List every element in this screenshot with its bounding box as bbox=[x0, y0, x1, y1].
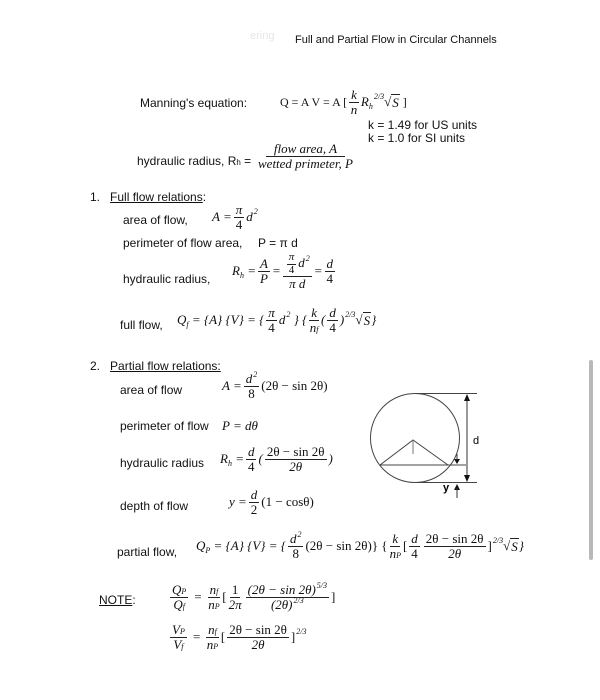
mid: = {A} {V} = { bbox=[191, 312, 265, 328]
exp: 2/3 bbox=[293, 595, 304, 605]
hydraulic-radius-fraction bbox=[256, 142, 355, 170]
circular-channel-diagram bbox=[360, 380, 500, 500]
k-us-note: k = 1.49 for US units bbox=[368, 118, 478, 132]
sub: P bbox=[179, 627, 185, 636]
lb: [ bbox=[222, 589, 227, 605]
lhs: A = bbox=[222, 378, 242, 394]
angle-lines bbox=[380, 440, 448, 465]
sub: f bbox=[181, 641, 184, 651]
lp: ( bbox=[258, 451, 263, 467]
close: } bbox=[518, 538, 524, 554]
area-part: (2θ − sin 2θ)} { bbox=[305, 538, 388, 554]
pi-d: π d bbox=[289, 276, 306, 292]
den: 2θ bbox=[251, 636, 265, 652]
full-perimeter-equation: P = π d bbox=[258, 236, 298, 250]
eq: = bbox=[271, 263, 281, 279]
pi: π bbox=[268, 305, 275, 320]
arrow-down-icon bbox=[464, 475, 470, 482]
r-sub: h bbox=[227, 458, 232, 468]
colon: : bbox=[132, 593, 136, 607]
exp: 2 bbox=[297, 530, 302, 539]
eq: = bbox=[235, 451, 244, 467]
sub: P bbox=[181, 587, 187, 596]
full-hr-equation bbox=[232, 252, 337, 291]
eq: = bbox=[247, 263, 256, 279]
eq: = bbox=[313, 263, 323, 279]
d: d bbox=[278, 312, 286, 328]
partial-flow-equation bbox=[196, 532, 524, 560]
v: V bbox=[172, 622, 180, 637]
q: Q bbox=[196, 538, 206, 554]
note-text: NOTE bbox=[99, 593, 133, 607]
theta-den: 2θ bbox=[448, 545, 462, 561]
eight: 8 bbox=[292, 545, 299, 561]
q-sub: P bbox=[205, 545, 211, 555]
r-sub: h bbox=[368, 101, 373, 111]
lhs: y = bbox=[229, 494, 247, 510]
hr-sub: h bbox=[236, 158, 241, 167]
full-perimeter-label: perimeter of flow area, bbox=[123, 236, 243, 250]
k: k bbox=[311, 305, 317, 320]
num: (2θ − sin 2θ) bbox=[247, 582, 316, 597]
hr-text: hydraulic radius, R bbox=[137, 154, 237, 168]
faded-header-text: ering bbox=[250, 30, 275, 42]
r-sym: R bbox=[360, 94, 369, 110]
pi: π bbox=[288, 251, 295, 263]
eq: = bbox=[193, 589, 203, 605]
partial-area-label: area of flow bbox=[120, 383, 183, 397]
slope: S bbox=[392, 94, 399, 110]
sqrt-icon: √ bbox=[384, 94, 392, 110]
one: 1 bbox=[231, 582, 239, 597]
exp: 2/3 bbox=[296, 626, 307, 636]
n: n bbox=[208, 596, 215, 612]
k: k bbox=[392, 531, 399, 546]
mid: = {A} {V} = { bbox=[213, 538, 286, 554]
d: d bbox=[289, 531, 297, 546]
four: 4 bbox=[268, 319, 275, 335]
four: 4 bbox=[329, 319, 336, 335]
lb: [ bbox=[402, 538, 408, 554]
sub: P bbox=[213, 641, 219, 651]
q: Q bbox=[172, 582, 182, 597]
partial-flow-heading bbox=[90, 359, 221, 373]
d: d bbox=[250, 487, 258, 502]
rhs: (2θ − sin 2θ) bbox=[261, 378, 328, 394]
full-flow-equation bbox=[177, 306, 376, 334]
close: } { bbox=[293, 312, 308, 328]
d: d bbox=[329, 305, 336, 320]
n-sub: f bbox=[316, 324, 319, 334]
partial-hr-equation bbox=[220, 445, 333, 473]
d: d bbox=[411, 531, 418, 546]
partial-hr-label: hydraulic radius bbox=[120, 456, 205, 470]
four: 4 bbox=[247, 458, 255, 474]
d: d bbox=[326, 256, 334, 272]
n: n bbox=[389, 545, 397, 561]
eight: 8 bbox=[248, 385, 255, 401]
four: 4 bbox=[411, 545, 418, 561]
n: n bbox=[208, 622, 215, 637]
r: R bbox=[220, 451, 228, 467]
four: 4 bbox=[288, 263, 295, 276]
rb: ] bbox=[331, 589, 336, 605]
a: A bbox=[259, 256, 268, 272]
sub: f bbox=[214, 627, 217, 636]
d: d bbox=[245, 371, 253, 386]
bracket: ] bbox=[402, 94, 407, 109]
d: d bbox=[246, 209, 253, 225]
full-flow-label: full flow, bbox=[120, 318, 163, 332]
exp: 2 bbox=[286, 309, 291, 319]
two: 2 bbox=[250, 501, 258, 517]
full-area-label: area of flow, bbox=[123, 213, 188, 227]
sub: P bbox=[214, 601, 220, 611]
theta-num: 2θ − sin 2θ bbox=[266, 444, 325, 459]
exp: 2/3 bbox=[345, 309, 356, 319]
heading-number: 1. bbox=[90, 190, 101, 204]
s: S bbox=[511, 538, 518, 554]
k-num: k bbox=[351, 87, 357, 102]
sqrt-icon: √ bbox=[503, 538, 511, 554]
note-flow-ratio bbox=[168, 583, 335, 611]
sub: f bbox=[216, 587, 219, 596]
hydraulic-radius-label bbox=[137, 154, 251, 168]
colon: : bbox=[202, 190, 207, 204]
four: 4 bbox=[235, 216, 243, 232]
r-sub: h bbox=[239, 270, 244, 280]
num: 2θ − sin 2θ bbox=[229, 622, 287, 637]
r: R bbox=[232, 263, 240, 279]
k-si-note: k = 1.0 for SI units bbox=[368, 131, 466, 145]
theta-num: 2θ − sin 2θ bbox=[425, 531, 484, 546]
heading-number: 2. bbox=[90, 359, 101, 373]
exp: 5/3 bbox=[316, 581, 328, 590]
q: Q bbox=[177, 312, 187, 328]
theta-den: 2θ bbox=[289, 458, 303, 474]
depth-equation bbox=[229, 488, 314, 516]
lb: [ bbox=[220, 629, 226, 645]
manning-label: Manning's equation: bbox=[140, 96, 248, 110]
hr-eq: = bbox=[240, 154, 252, 168]
v: V bbox=[173, 636, 182, 652]
four: 4 bbox=[326, 270, 334, 286]
note-velocity-ratio bbox=[168, 623, 307, 651]
d: d bbox=[298, 255, 305, 271]
y-label: y bbox=[443, 482, 450, 494]
manning-equation bbox=[280, 88, 407, 116]
scrollbar[interactable] bbox=[589, 360, 593, 560]
two-pi: 2π bbox=[228, 596, 242, 612]
rp: ) bbox=[339, 312, 345, 328]
eq: = bbox=[192, 629, 201, 645]
full-hr-label: hydraulic radius, bbox=[123, 272, 211, 286]
p: P bbox=[259, 270, 268, 286]
rhs: (1 − cosθ) bbox=[261, 494, 314, 510]
partial-perimeter-equation: P = dθ bbox=[222, 418, 258, 433]
partial-area-equation bbox=[222, 372, 328, 400]
page-title: Full and Partial Flow in Circular Channels bbox=[295, 34, 497, 46]
n: n bbox=[209, 582, 217, 597]
wetted-perimeter-den: wetted primeter, P bbox=[258, 155, 353, 171]
close: } bbox=[371, 312, 377, 328]
pipe-circle bbox=[371, 394, 460, 483]
depth-label: depth of flow bbox=[120, 499, 189, 513]
rb: ] bbox=[290, 629, 296, 645]
rb: ] bbox=[487, 538, 492, 554]
exp: 2/3 bbox=[492, 535, 504, 545]
n: n bbox=[309, 319, 317, 335]
q-sub: f bbox=[186, 319, 189, 329]
partial-flow-label: partial flow, bbox=[117, 545, 178, 559]
sub: f bbox=[182, 601, 185, 611]
s: S bbox=[363, 312, 371, 328]
den: (2θ) bbox=[270, 596, 293, 612]
exp: 2 bbox=[253, 206, 258, 216]
q: Q bbox=[173, 596, 183, 612]
note-label bbox=[99, 593, 136, 607]
flow-area-num: flow area, A bbox=[266, 142, 345, 157]
pi: π bbox=[235, 202, 243, 217]
n: n bbox=[206, 636, 214, 652]
partial-perimeter-label: perimeter of flow bbox=[120, 419, 209, 433]
exp: 2/3 bbox=[373, 91, 385, 101]
lhs: A = bbox=[212, 209, 232, 225]
manning-lhs: Q = A V = A [ bbox=[280, 94, 348, 109]
arrow-up-icon bbox=[464, 394, 470, 401]
n-den: n bbox=[350, 101, 358, 117]
exp: 2 bbox=[305, 254, 310, 264]
heading-text: Full flow relations bbox=[110, 190, 203, 204]
d-label: d bbox=[473, 435, 480, 447]
rp: ) bbox=[328, 451, 333, 467]
sqrt-icon: √ bbox=[355, 312, 363, 328]
full-flow-heading bbox=[90, 190, 206, 204]
d: d bbox=[247, 444, 255, 459]
lp: ( bbox=[321, 312, 326, 328]
full-area-equation bbox=[212, 203, 258, 231]
n-sub: P bbox=[396, 550, 401, 560]
heading-text: Partial flow relations: bbox=[110, 359, 221, 373]
exp: 2 bbox=[253, 370, 258, 379]
